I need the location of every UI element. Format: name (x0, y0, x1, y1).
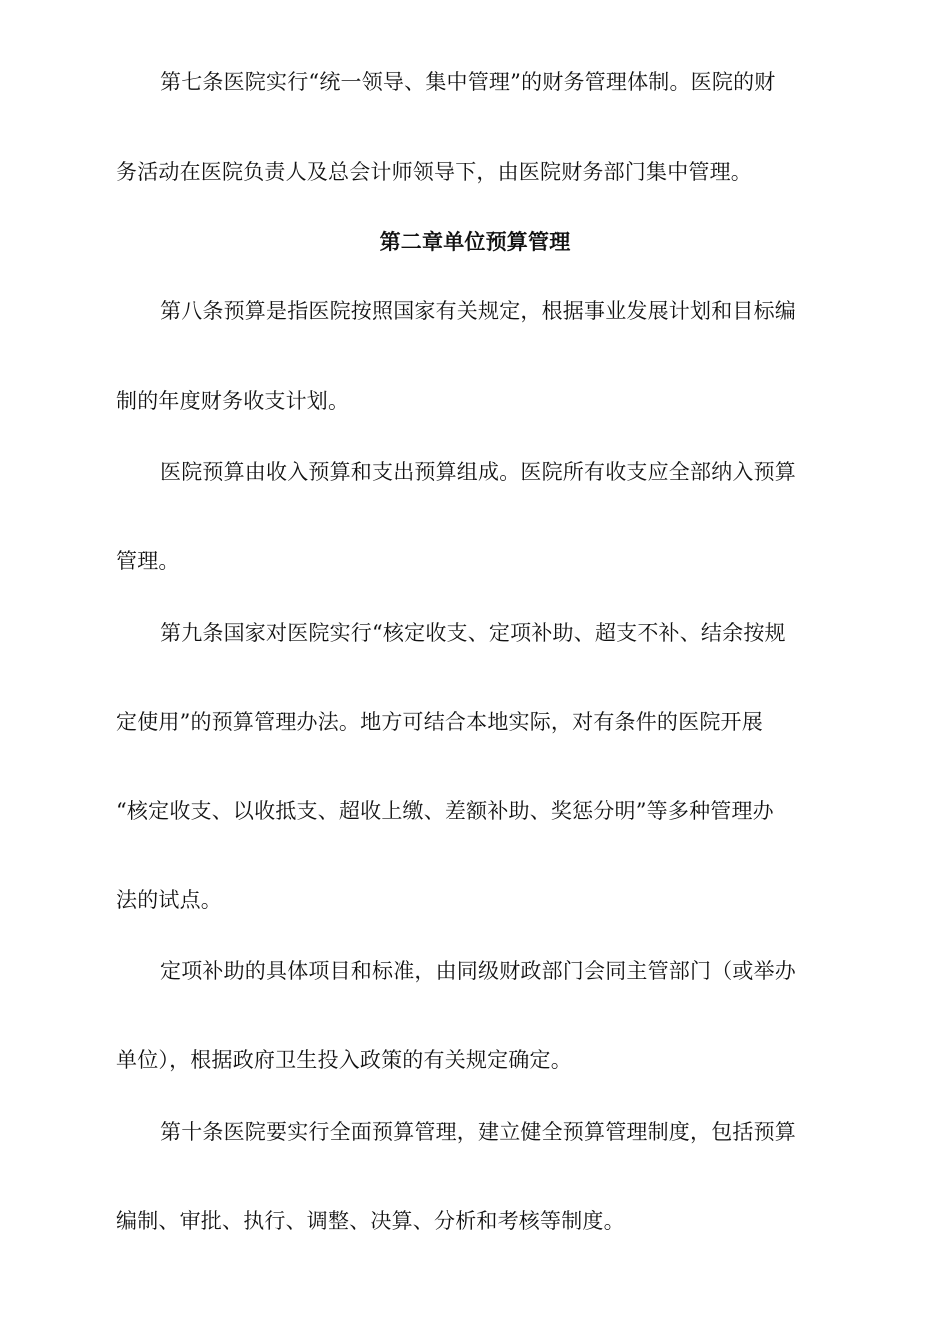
budget-composition-line1: 医院预算由收入预算和支出预算组成。医院所有收支应全部纳入预算 (160, 460, 796, 484)
article7-line2: 务活动在医院负责人及总会计师领导下，由医院财务部门集中管理。 (116, 160, 752, 184)
article9-line1: 第九条国家对医院实行“核定收支、定项补助、超支不补、结余按规 (160, 621, 786, 645)
subsidy-line1: 定项补助的具体项目和标准，由同级财政部门会同主管部门（或举办 (160, 959, 796, 983)
article7-line1: 第七条医院实行“统一领导、集中管理”的财务管理体制。医院的财 (160, 70, 776, 94)
chapter-heading: 第二章单位预算管理 (379, 230, 571, 254)
article9-line2: 定使用”的预算管理办法。地方可结合本地实际，对有条件的医院开展 (116, 710, 763, 734)
article8-line2: 制的年度财务收支计划。 (116, 389, 350, 413)
article10-line2: 编制、审批、执行、调整、决算、分析和考核等制度。 (116, 1209, 625, 1233)
budget-composition-line2: 管理。 (116, 549, 180, 573)
article10-line1: 第十条医院要实行全面预算管理，建立健全预算管理制度，包括预算 (160, 1120, 796, 1144)
article9-line3: “核定收支、以收抵支、超收上缴、差额补助、奖惩分明”等多种管理办 (116, 799, 774, 823)
subsidy-line2: 单位），根据政府卫生投入政策的有关规定确定。 (116, 1048, 572, 1072)
article9-line4: 法的试点。 (116, 888, 222, 912)
article8-line1: 第八条预算是指医院按照国家有关规定，根据事业发展计划和目标编 (160, 299, 796, 323)
